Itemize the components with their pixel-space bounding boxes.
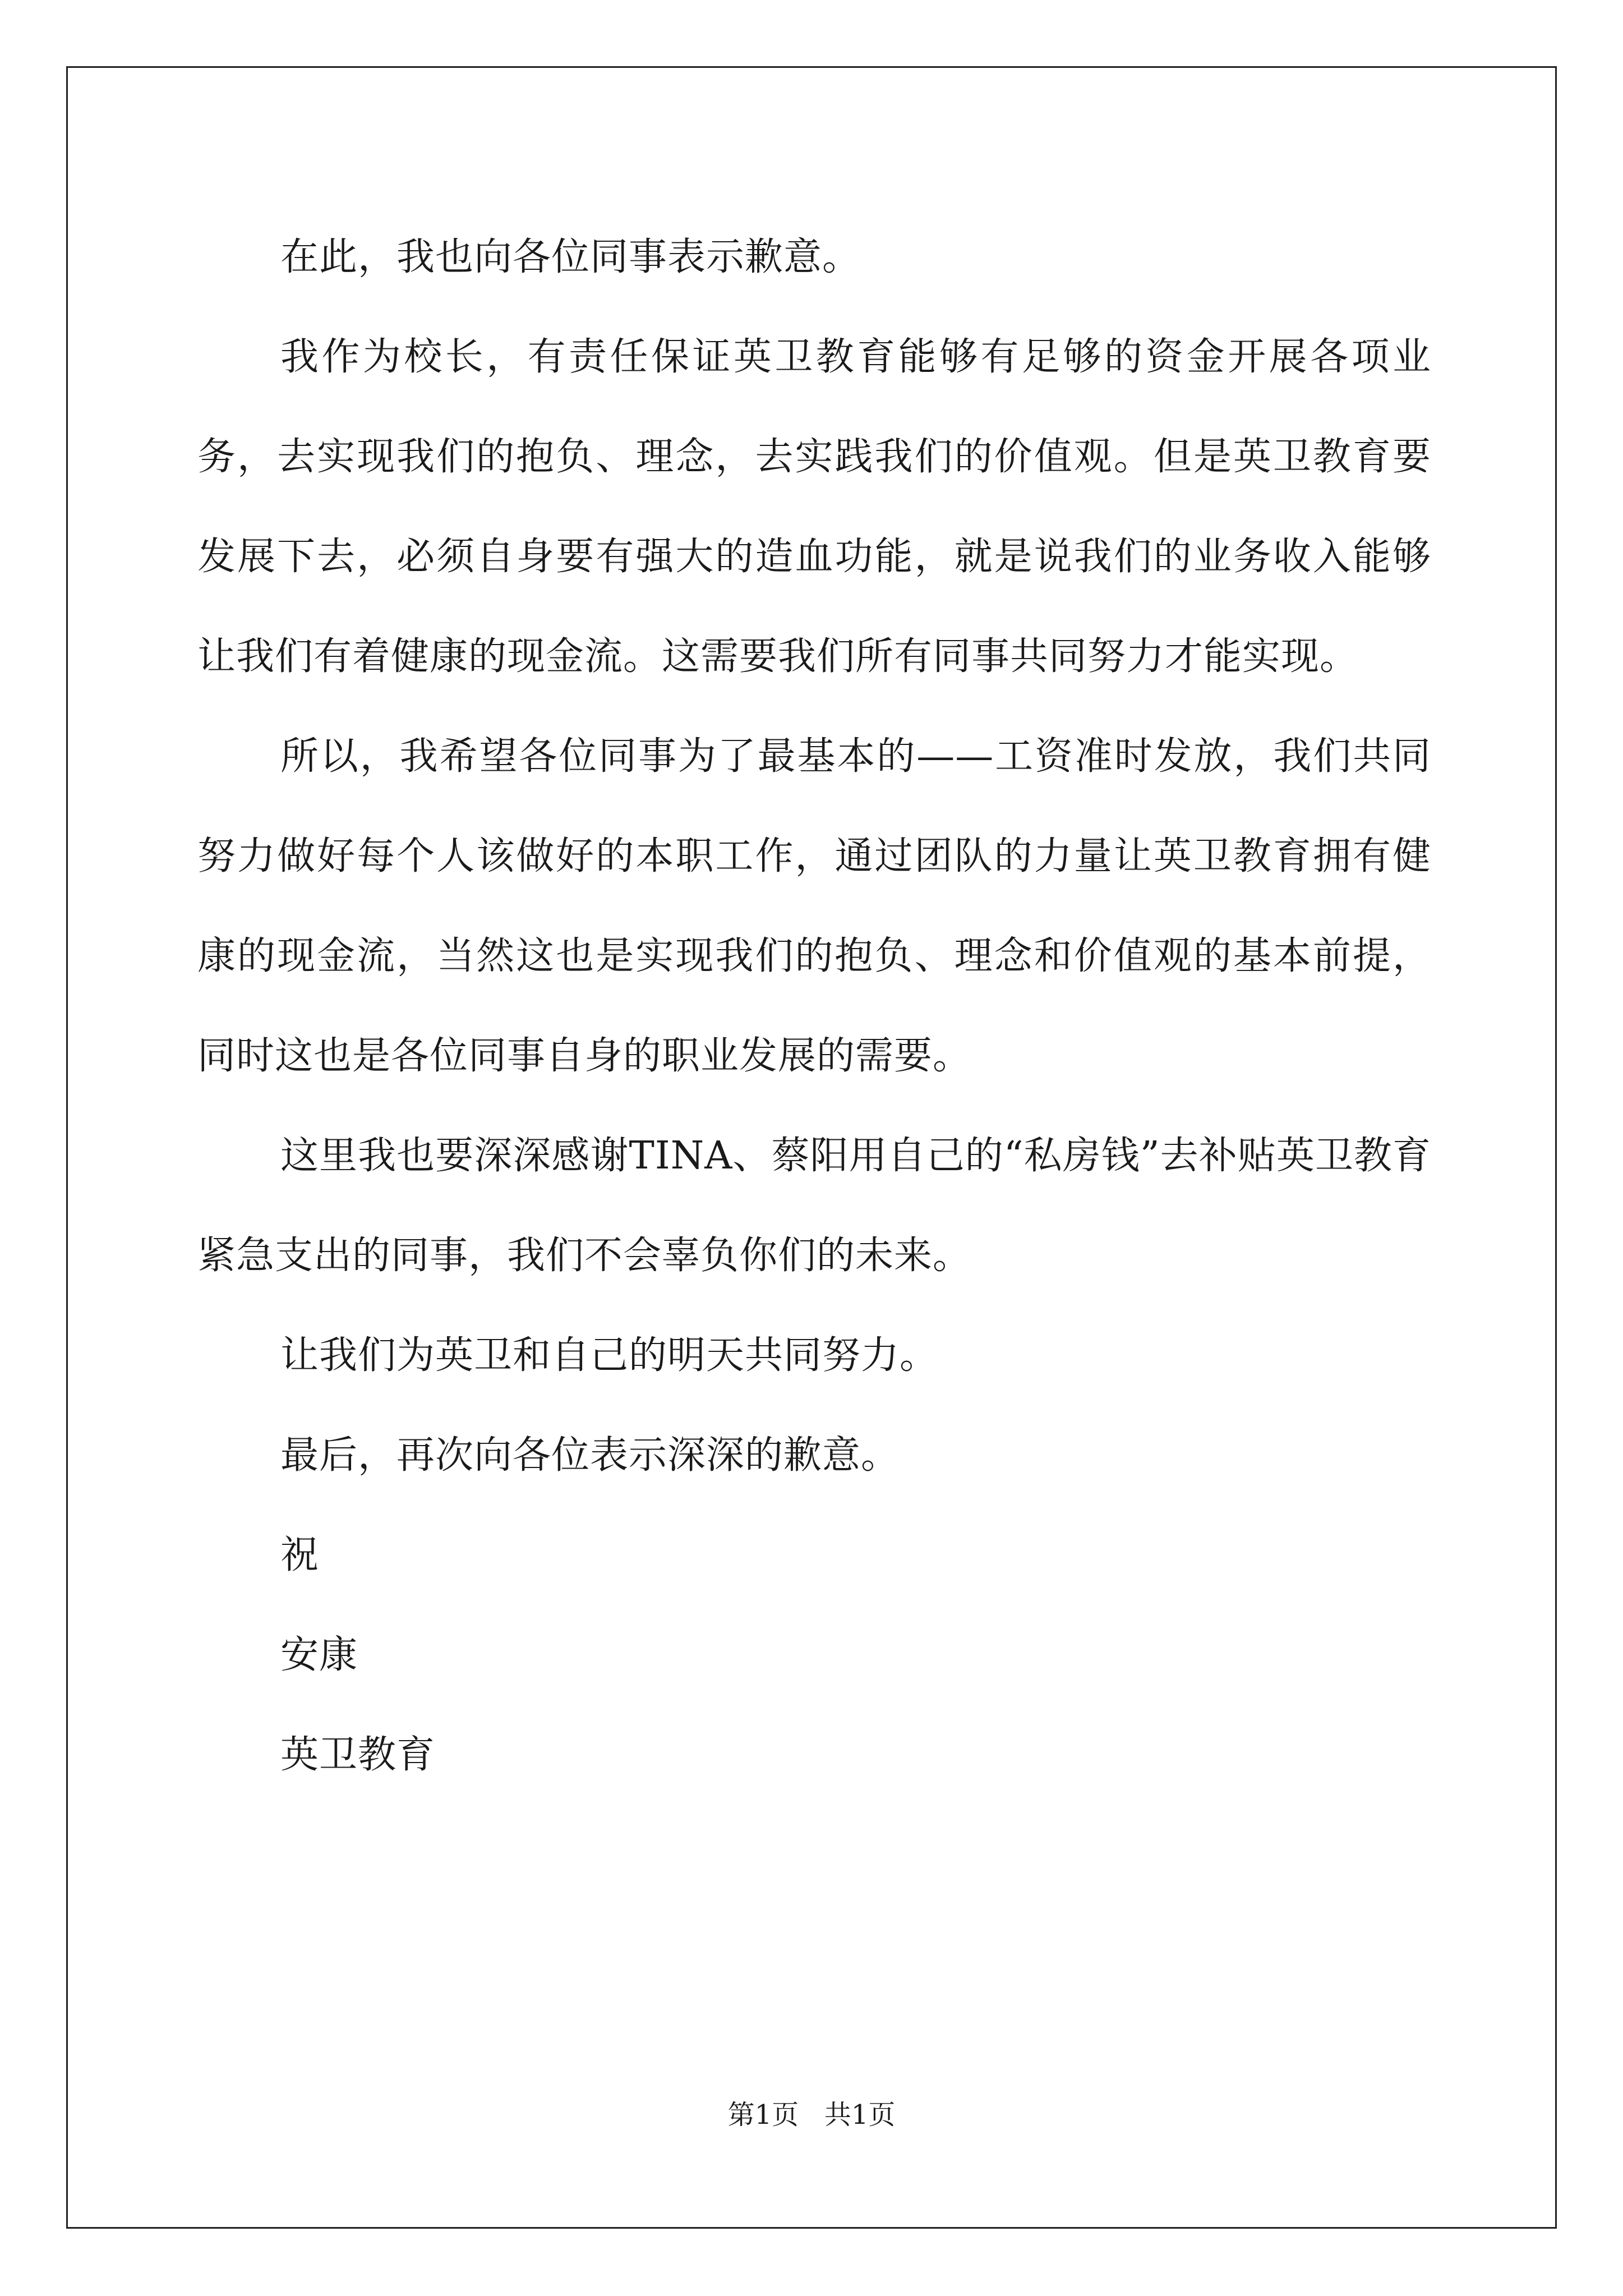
closing-wish: 祝 (280, 1533, 320, 1577)
paragraph-funding: 我作为校长，有责任保证英卫教育能够有足够的资金开展各项业务，去实现我们的抱负、理念，去实践我们的价值观。但是英卫教育要发展下去，必须自身要有强大的造血功能，就是说我们的业务收入能够让我们有着健康的现金流。这需要我们所有同事共同努力才能实现。 (197, 335, 1431, 679)
closing-wellbeing: 安康 (280, 1633, 358, 1677)
paragraph-final-apology: 最后，再次向各位表示深深的歉意。 (280, 1433, 900, 1478)
paragraph-together: 让我们为英卫和自己的明天共同努力。 (280, 1333, 939, 1378)
paragraph-apology: 在此，我也向各位同事表示歉意。 (280, 235, 861, 279)
page-footer (0, 2098, 1623, 2132)
letter-body (197, 208, 1431, 1805)
paragraph-thanks: 这里我也要深深感谢TINA、蔡阳用自己的“私房钱”去补贴英卫教育紧急支出的同事，我们不会辜负你们的未来。 (197, 1134, 1431, 1278)
signature: 英卫教育 (280, 1733, 436, 1777)
page-number: 第1页 共1页 (727, 2099, 896, 2131)
paragraph-salary: 所以，我希望各位同事为了最基本的——工资准时发放，我们共同努力做好每个人该做好的本职工作，通过团队的力量让英卫教育拥有健康的现金流，当然这也是实现我们的抱负、理念和价值观的基本前提，同时这也是各位同事自身的职业发展的需要。 (197, 734, 1431, 1078)
